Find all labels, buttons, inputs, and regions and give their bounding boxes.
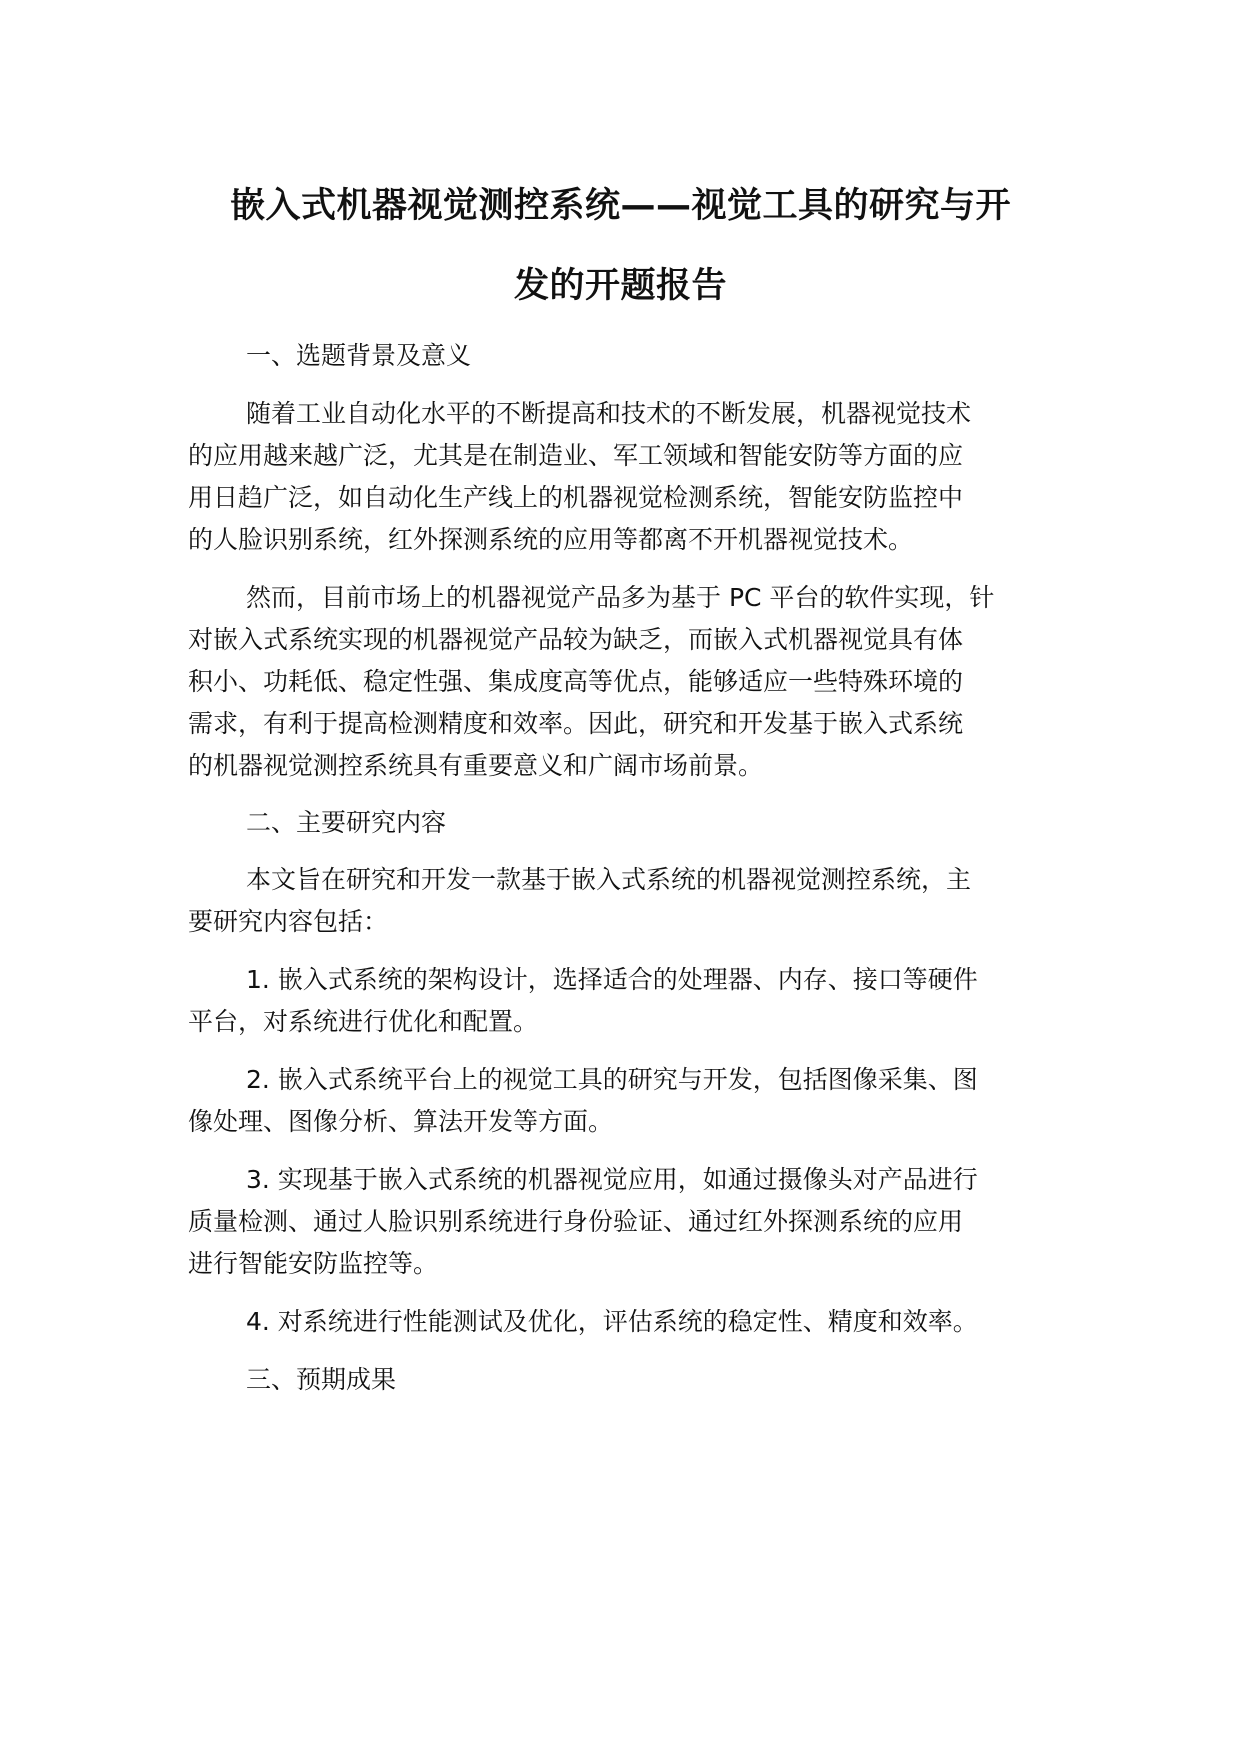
section-heading-research: 二、主要研究内容 [246, 808, 447, 837]
list-item-line: 质量检测、通过人脸识别系统进行身份验证、通过红外探测系统的应用 [188, 1207, 964, 1236]
list-item-line: 平台，对系统进行优化和配置。 [188, 1007, 539, 1036]
paragraph-line: 要研究内容包括： [188, 907, 389, 936]
paragraph-line: 对嵌入式系统实现的机器视觉产品较为缺乏，而嵌入式机器视觉具有体 [188, 625, 964, 654]
list-item-line: 进行智能安防监控等。 [188, 1249, 439, 1278]
list-item-line: 4. 对系统进行性能测试及优化，评估系统的稳定性、精度和效率。 [246, 1307, 978, 1336]
paragraph-line: 本文旨在研究和开发一款基于嵌入式系统的机器视觉测控系统，主 [246, 865, 972, 894]
document-title-line-1: 嵌入式机器视觉测控系统——视觉工具的研究与开 [229, 186, 1011, 226]
section-heading-results: 三、预期成果 [246, 1365, 397, 1394]
paragraph-line: 需求，有利于提高检测精度和效率。因此，研究和开发基于嵌入式系统 [188, 709, 964, 738]
paragraph-line: 的应用越来越广泛，尤其是在制造业、军工领域和智能安防等方面的应 [188, 441, 964, 470]
document-title-line-2: 发的开题报告 [513, 266, 727, 306]
paragraph-line: 的人脸识别系统，红外探测系统的应用等都离不开机器视觉技术。 [188, 525, 914, 554]
paragraph-line: 然而，目前市场上的机器视觉产品多为基于 PC 平台的软件实现，针 [246, 583, 995, 612]
paragraph-line: 的机器视觉测控系统具有重要意义和广阔市场前景。 [188, 751, 764, 780]
paragraph-line: 用日趋广泛，如自动化生产线上的机器视觉检测系统，智能安防监控中 [188, 483, 964, 512]
list-item-line: 像处理、图像分析、算法开发等方面。 [188, 1107, 614, 1136]
list-item-line: 3. 实现基于嵌入式系统的机器视觉应用，如通过摄像头对产品进行 [246, 1165, 978, 1194]
paragraph-line: 随着工业自动化水平的不断提高和技术的不断发展，机器视觉技术 [246, 399, 972, 428]
list-item-line: 1. 嵌入式系统的架构设计，选择适合的处理器、内存、接口等硬件 [246, 965, 978, 994]
list-item-line: 2. 嵌入式系统平台上的视觉工具的研究与开发，包括图像采集、图 [246, 1065, 978, 1094]
paragraph-line: 积小、功耗低、稳定性强、集成度高等优点，能够适应一些特殊环境的 [188, 667, 964, 696]
section-heading-background: 一、选题背景及意义 [246, 341, 472, 370]
